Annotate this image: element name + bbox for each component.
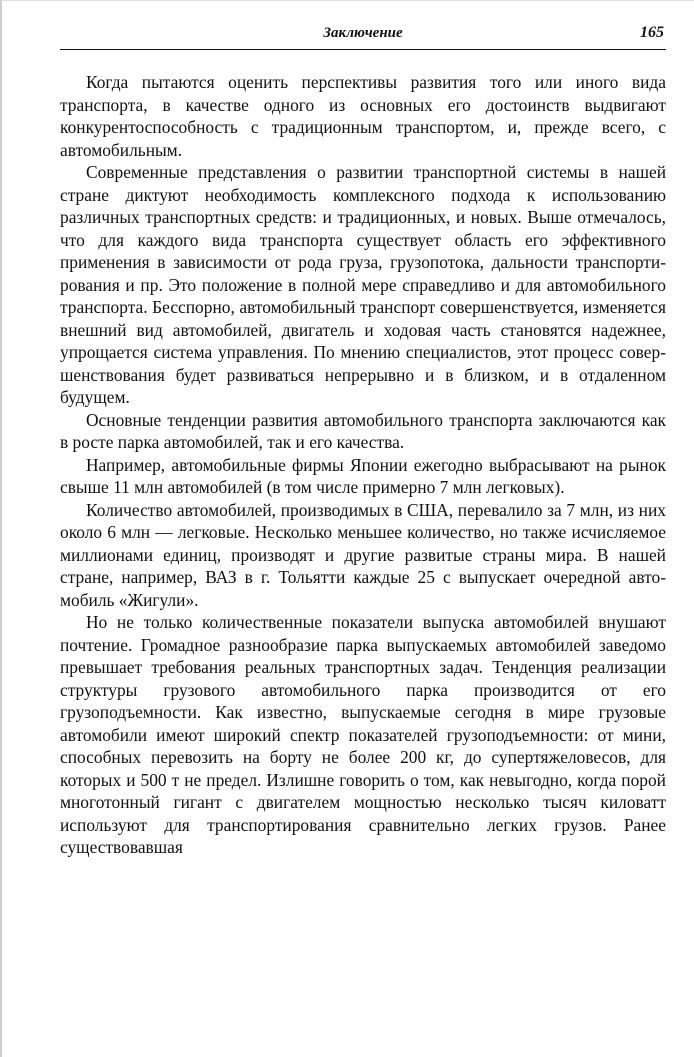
paragraph: Количество автомобилей, производимых в США, перевалило за 7 млн, из них около 6 млн — легковые. Несколько меньшее количество, но также исчисляемое миллионами единиц, производят и другие развитые страны мира. В нашей стране, например, ВАЗ в г. Тольятти каждые 25 с выпускает очередной автомобиль «Жигули».	[60, 499, 666, 610]
paragraph: Но не только количественные показатели выпуска автомобилей внушают почтение. Громадное разнообразие парка выпускаемых автомобилей заведомо превышает требования реальных транспортных задач. Тенденция реализации структуры грузового автомобильного парка производится от его грузоподъемности. Как известно, выпускаемые сегодня в мире грузовые автомобили имеют широкий спектр показателей грузоподъемности: от мини, способных перевозить на борту не более 200 кг, до супертяжеловесов, для которых и 500 т не предел. Излишне говорить о том, как невыгодно, когда порой многотонный гигант с двигателем мощностью несколько тысяч киловатт используют для транспортирования сравнительно легких грузов. Ранее существовавшая	[60, 612, 666, 857]
paragraph: Когда пытаются оценить перспективы развития того или иного вида транспорта, в качестве одного из основных его достоинств выдвигают конкурентоспособность с традиционным транспортом, и, прежде всего, с автомобильным.	[60, 72, 666, 160]
running-title: Заключение	[323, 25, 403, 41]
paragraph: Современные представления о развитии транспортной системы в нашей стране диктуют необходимость комплексного подхода к использованию различных транспортных средств: и традиционных, и новых. Выше отмечалось, что для каждого вида транспорта существует область его эффективного применения в зависимости от рода груза, грузопотока, дальности транспортирования и пр. Это положение в полной мере справедливо и для автомобильного транспорта. Бесспорно, автомобильный транспорт совершенствуется, изменяется внешний вид автомобилей, двигатель и ходовая часть становятся надежнее, упрощается система управления. По мнению специалистов, этот процесс совершенствования будет развиваться непрерывно и в близком, и в отдаленном будущем.	[60, 162, 666, 407]
page-number: 165	[640, 24, 664, 41]
paragraph: Например, автомобильные фирмы Японии ежегодно выбрасывают на рынок свыше 11 млн автомобилей (в том числе примерно 7 млн легковых).	[60, 454, 666, 497]
body-text	[60, 71, 666, 859]
running-header	[60, 23, 666, 50]
paragraph: Основные тенденции развития автомобильного транспорта заключаются как в росте парка автомобилей, так и его качества.	[60, 409, 666, 452]
